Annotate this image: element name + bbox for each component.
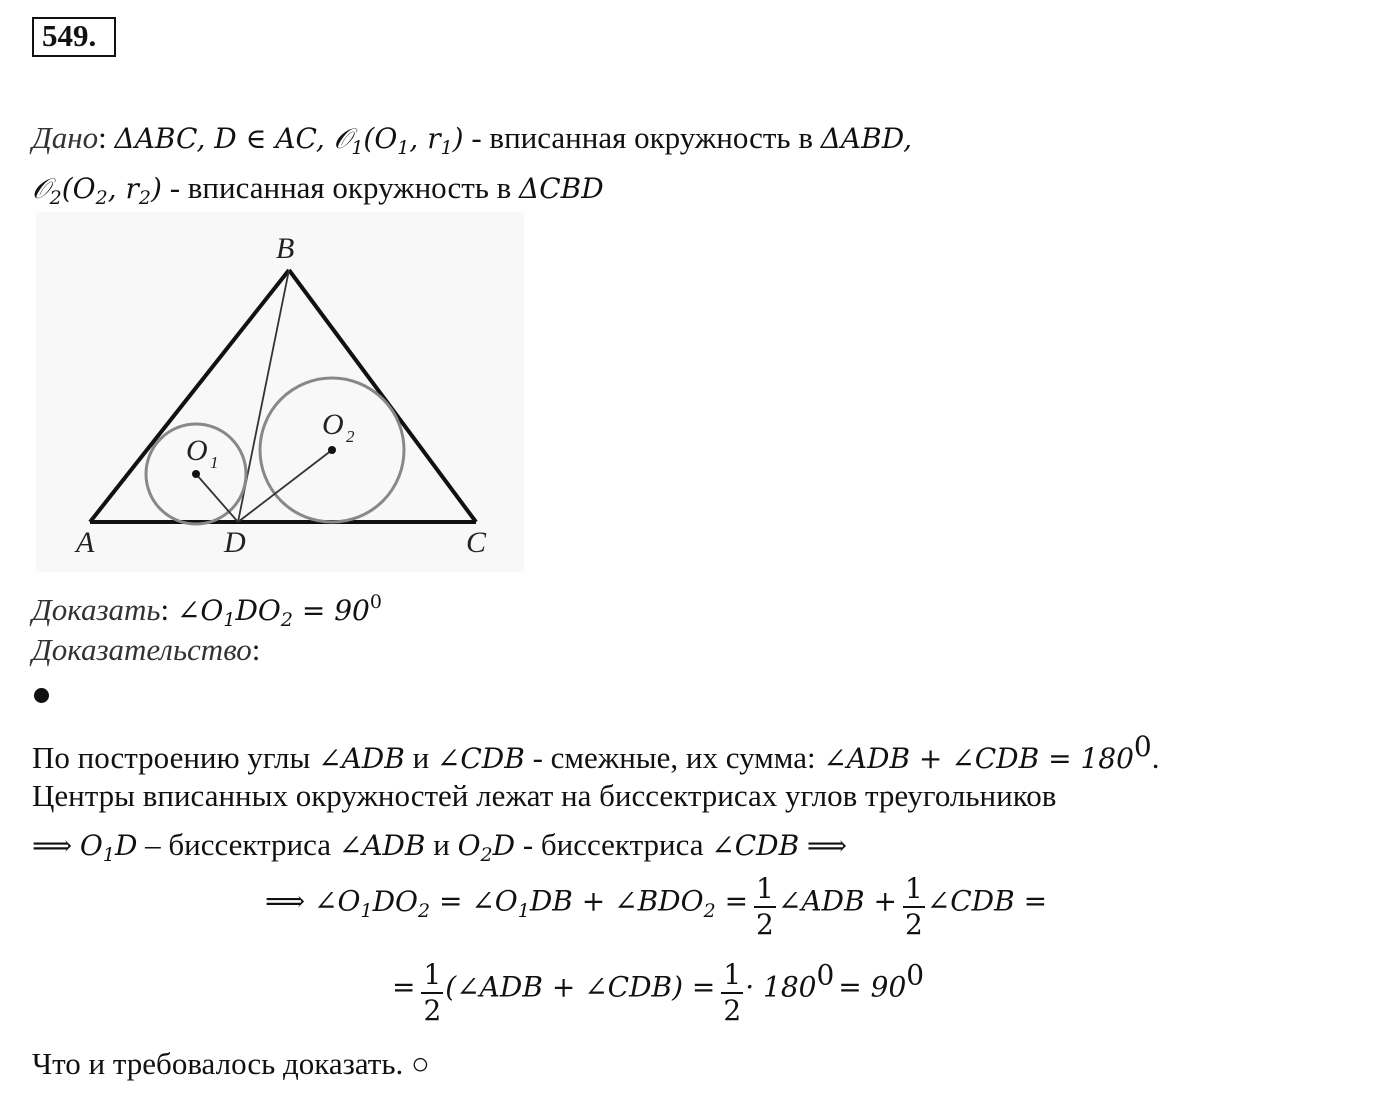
center-o1-point xyxy=(192,470,200,478)
triangle-diagram xyxy=(36,212,524,572)
side-ab xyxy=(90,270,289,522)
center-o2-point xyxy=(328,446,336,454)
label-o2: O xyxy=(322,408,344,441)
conclusion: Что и требовалось доказать. ○ xyxy=(32,1046,430,1081)
segment-o1d xyxy=(196,474,238,522)
proof-para-1: По построению углы ∠ADB и ∠CDB - смежные, их сумма: ∠ADB + ∠CDB = $180^0$. xyxy=(32,730,1160,775)
problem-number: 549. xyxy=(32,17,116,57)
equation-2: = $\frac{1}{2}$ (∠ADB + ∠CDB) = $\frac{1}{2}$ · $180^0 = 90^0$ xyxy=(392,958,925,1027)
label-b: B xyxy=(276,232,295,265)
given-text-2: - вписанная окружность в xyxy=(169,170,512,205)
given-math-1: ΔABC, D ∈ AC, 𝒪 xyxy=(114,122,352,155)
label-o1: O xyxy=(186,434,208,467)
equation-1: ⟹ $\angle O_1DO_2$ = $\angle O_1DB$ + $\angle BDO_2$ = $\frac{1}{2}$ ∠ADB + $\frac{1}{2}$ ∠CDB = xyxy=(265,872,1048,941)
label-o1-sub: 1 xyxy=(210,453,219,472)
fraction-half-3: $\frac{1}{2}$ xyxy=(423,958,442,1027)
proof-line: Доказательство: xyxy=(32,632,261,667)
label-d: D xyxy=(224,526,246,559)
bullet xyxy=(34,688,49,703)
prove-line: Доказать: $\angle O_1DO_2 = 90^0$ xyxy=(32,591,382,631)
given-math-2: ΔABD, xyxy=(820,122,913,155)
fraction-half-1: $\frac{1}{2}$ xyxy=(756,872,774,941)
given-text-1: - вписанная окружность в xyxy=(471,120,813,155)
fraction-half-2: $\frac{1}{2}$ xyxy=(904,872,923,941)
fraction-half-4: $\frac{1}{2}$ xyxy=(723,958,742,1027)
label-a: A xyxy=(76,526,95,559)
label-c: C xyxy=(466,526,487,559)
prove-expr: = 90 xyxy=(301,594,370,627)
given-math-3: ΔCBD xyxy=(519,172,604,205)
prove-label: Доказать xyxy=(32,592,161,627)
given-line-2: $𝒪_2(O_2$, $r_2$) - вписанная окружность в ΔCBD xyxy=(32,170,604,209)
given-label: Дано xyxy=(32,120,99,155)
given-line-1: Дано: ΔABC, D ∈ AC, $𝒪_1(O_1$, $r_1$) - вписанная окружность в ΔABD, xyxy=(32,120,913,159)
proof-label: Доказательство xyxy=(32,632,252,667)
label-o2-sub: 2 xyxy=(346,427,355,446)
side-bc xyxy=(289,270,476,522)
proof-para-2: Центры вписанных окружностей лежат на биссектрисах углов треугольников xyxy=(32,778,1057,813)
proof-para-3: ⟹ $O_1D$ – биссектриса ∠ADB и $O_2D$ - биссектриса ∠CDB ⟹ xyxy=(32,827,848,866)
geometry-figure xyxy=(36,212,524,572)
segment-o2d xyxy=(238,450,332,522)
